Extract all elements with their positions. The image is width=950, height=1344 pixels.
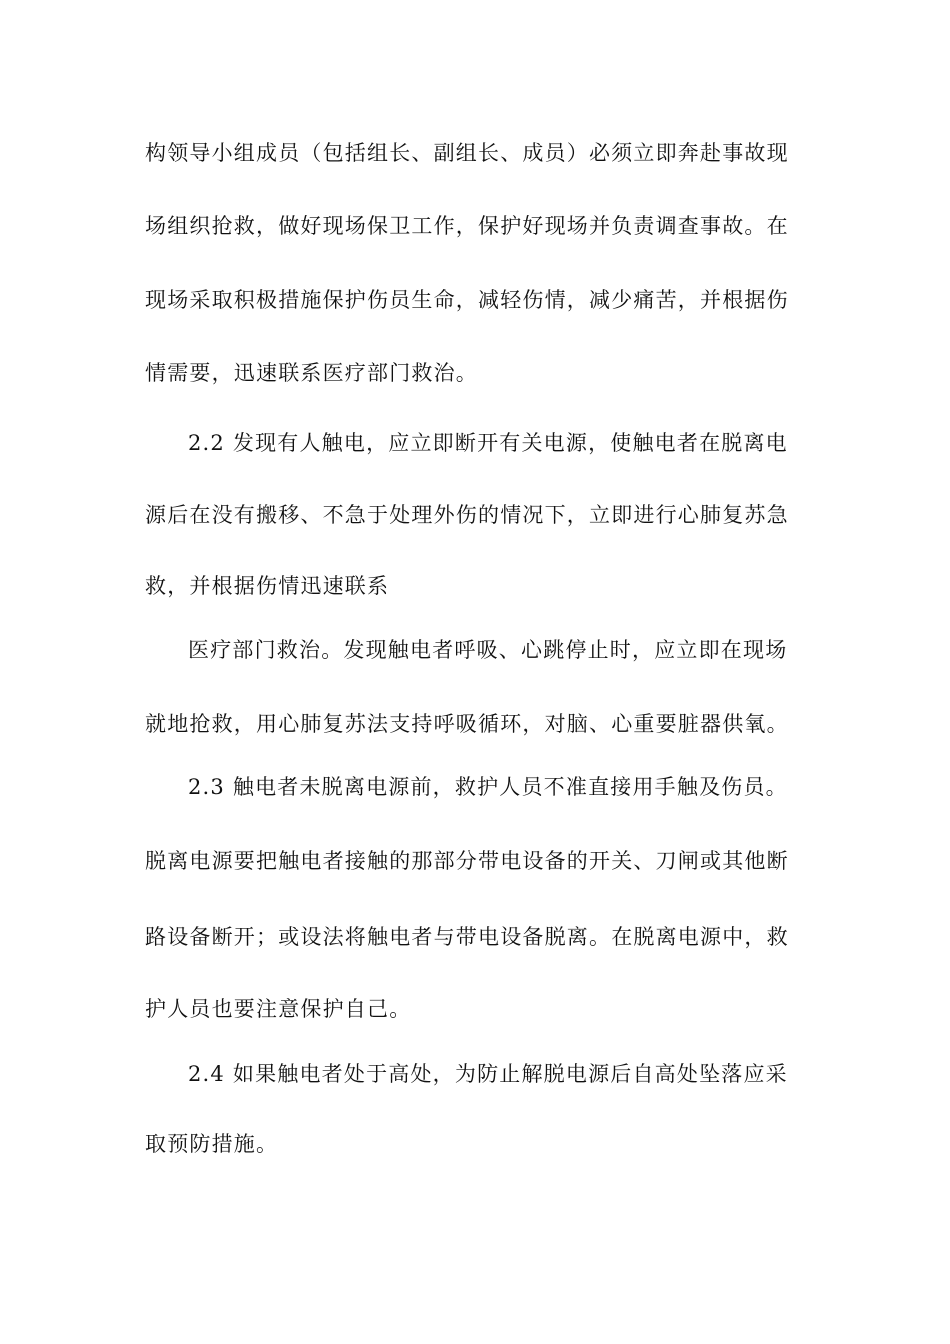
paragraph-continuation-line-2: 就地抢救，用心肺复苏法支持呼吸循环，对脑、心重要脏器供氧。 xyxy=(145,712,789,736)
section-2-2-line-2: 源后在没有搬移、不急于处理外伤的情况下，立即进行心肺复苏急 xyxy=(145,503,789,527)
text-line-4: 情需要，迅速联系医疗部门救治。 xyxy=(145,361,478,385)
text-line-3: 现场采取积极措施保护伤员生命，减轻伤情，减少痛苦，并根据伤 xyxy=(145,288,789,312)
section-2-4-line-2: 取预防措施。 xyxy=(145,1132,279,1156)
section-2-3-line-1: 2.3 触电者未脱离电源前，救护人员不准直接用手触及伤员。 xyxy=(188,775,788,799)
section-2-3-line-4: 护人员也要注意保护自己。 xyxy=(145,997,412,1021)
section-2-3-line-2: 脱离电源要把触电者接触的那部分带电设备的开关、刀闸或其他断 xyxy=(145,849,789,873)
section-2-2-line-3: 救，并根据伤情迅速联系 xyxy=(145,574,390,598)
paragraph-continuation-line-1: 医疗部门救治。发现触电者呼吸、心跳停止时，应立即在现场 xyxy=(188,638,788,662)
section-2-2-line-1: 2.2 发现有人触电，应立即断开有关电源，使触电者在脱离电 xyxy=(188,431,788,455)
section-2-4-line-1: 2.4 如果触电者处于高处，为防止解脱电源后自高处坠落应采 xyxy=(188,1062,788,1086)
text-line-2: 场组织抢救，做好现场保卫工作，保护好现场并负责调查事故。在 xyxy=(145,214,789,238)
text-line-1: 构领导小组成员（包括组长、副组长、成员）必须立即奔赴事故现 xyxy=(145,141,789,165)
section-2-3-line-3: 路设备断开；或设法将触电者与带电设备脱离。在脱离电源中，救 xyxy=(145,925,789,949)
